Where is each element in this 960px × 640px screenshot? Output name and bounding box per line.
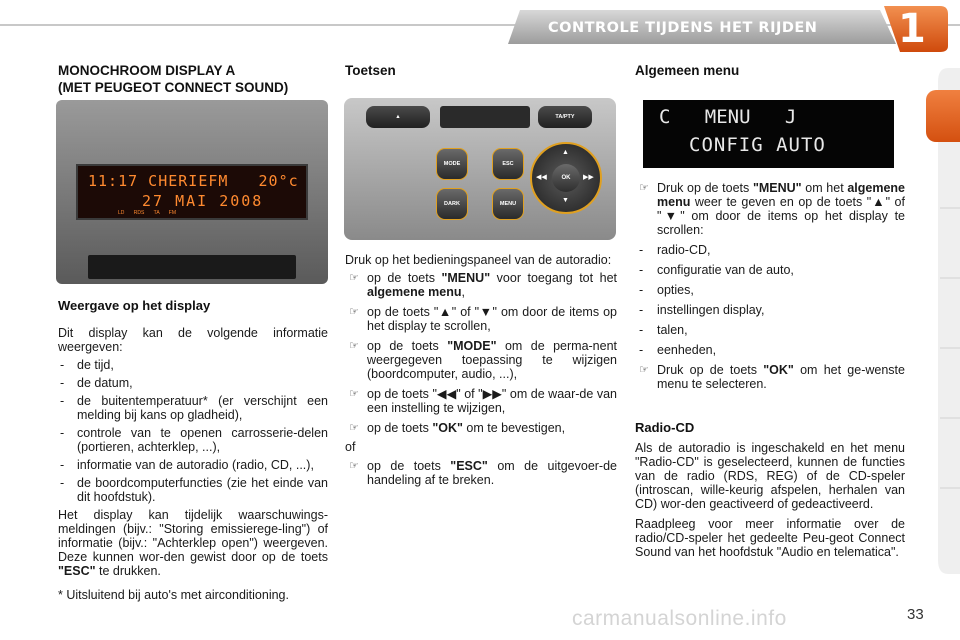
subheading-display: Weergave op het display bbox=[58, 298, 211, 313]
pointer-icon: ☞ bbox=[349, 422, 359, 434]
item-text: om de uitgevoer-de handeling af te breken. bbox=[367, 459, 617, 487]
pointer-icon: ☞ bbox=[349, 460, 359, 472]
item-text: om te bevestigen, bbox=[462, 421, 566, 435]
pointer-icon: ☞ bbox=[349, 306, 359, 318]
lcd-screen bbox=[76, 164, 308, 220]
menu-display-photo bbox=[643, 100, 894, 168]
ta-pty-button: TA/PTY bbox=[538, 106, 592, 128]
item-text: weer te geven en op de toets "▲" of "▼" om door de items op het display te scrollen: bbox=[657, 195, 905, 237]
item-text: op de toets bbox=[367, 339, 448, 353]
list-item bbox=[635, 363, 905, 391]
cd-slot bbox=[440, 106, 530, 128]
list-item: - opties, bbox=[635, 283, 905, 297]
item-text: op de toets "◀◀" of "▶▶" om de waar-de van een instelling te wijzigen, bbox=[367, 387, 617, 415]
list-item bbox=[635, 181, 905, 237]
up-arrow-icon: ▲ bbox=[562, 149, 569, 156]
list-item: - eenheden, bbox=[635, 343, 905, 357]
control-panel-photo bbox=[344, 98, 616, 240]
item-text: op de toets bbox=[367, 459, 451, 473]
note-text: Het display kan tijdelijk waarschuwings-meldingen (bijv.: "Storing emissierege-ling") of informatie (bijv.: "Achterklep open") weergeven. Deze kunnen wor-den gewist door op de toets bbox=[58, 508, 328, 564]
eject-button: ▲ bbox=[366, 106, 430, 128]
key-general-menu: algemene menu bbox=[657, 181, 905, 209]
intro-text: Druk op het bedieningspaneel van de autoradio: bbox=[345, 253, 612, 267]
key-menu: "MENU" bbox=[752, 181, 802, 195]
pointer-icon: ☞ bbox=[349, 388, 359, 400]
list-item: - de tijd, bbox=[58, 358, 328, 372]
pointer-icon: ☞ bbox=[639, 182, 649, 194]
list-item: - de datum, bbox=[58, 376, 328, 390]
list-item: - de buitentemperatuur* (er verschijnt een melding bij kans op gladheid), bbox=[58, 394, 328, 422]
heading-line: (MET PEUGEOT CONNECT SOUND) bbox=[58, 80, 289, 95]
list-item: - instellingen display, bbox=[635, 303, 905, 317]
page-header bbox=[0, 0, 960, 56]
list-item bbox=[345, 305, 617, 333]
cd-slot bbox=[88, 255, 296, 279]
menu-steps bbox=[635, 181, 905, 237]
list-item: - de boordcomputerfuncties (zie het einde van dit hoofdstuk). bbox=[58, 476, 328, 504]
column-general-menu bbox=[635, 62, 905, 79]
lcd-line-time-station: 11:17 CHERIEFM 20°c bbox=[88, 172, 299, 190]
menu-items-list bbox=[635, 243, 905, 357]
item-text: , bbox=[461, 285, 465, 299]
item-text: om het ge-wenste menu te selecteren. bbox=[657, 363, 905, 391]
key-mode: "MODE" bbox=[447, 339, 497, 353]
warning-note bbox=[58, 508, 328, 578]
list-item: - talen, bbox=[635, 323, 905, 337]
lcd-line-config: CONFIG AUTO bbox=[689, 134, 826, 156]
chapter-tabs bbox=[938, 68, 960, 574]
list-item: - configuratie van de auto, bbox=[635, 263, 905, 277]
buttons-instructions bbox=[345, 253, 617, 487]
dark-button: DARK bbox=[436, 188, 468, 220]
item-text: Druk op de toets bbox=[657, 363, 764, 377]
column-buttons bbox=[345, 62, 617, 79]
item-text: op de toets bbox=[367, 271, 442, 285]
esc-button: ESC bbox=[492, 148, 524, 180]
ok-button: OK bbox=[552, 164, 580, 192]
item-text: om het bbox=[801, 181, 848, 195]
radio-cd-reference: Raadpleeg voor meer informatie over de radio/CD-speler het gedeelte Peu-geot Connect Sound van het hoofdstuk "Audio en telematica". bbox=[635, 517, 905, 559]
list-item bbox=[345, 271, 617, 299]
list-item bbox=[345, 421, 617, 435]
section-heading-buttons: Toetsen bbox=[345, 63, 396, 78]
display-info-list bbox=[58, 358, 328, 504]
lcd-line-menu: C MENU J bbox=[659, 106, 797, 128]
list-item: - radio-CD, bbox=[635, 243, 905, 257]
item-text: Druk op de toets bbox=[657, 181, 753, 195]
key-ok: "OK" bbox=[432, 421, 463, 435]
list-item: - controle van te openen carrosserie-delen (portieren, achterklep, ...), bbox=[58, 426, 328, 454]
radio-cd-paragraph: Als de autoradio is ingeschakeld en het menu "Radio-CD" is geselecteerd, kunnen de functies van de radio (RDS, REG) of de CD-speler (introscan, wille-keurig afspelen, herhalen van CD) wor-den geactiveerd of gedeactiveerd. bbox=[635, 441, 905, 511]
footnote: * Uitsluitend bij auto's met airconditioning. bbox=[58, 588, 289, 602]
intro-text: Dit display kan de volgende informatie weergeven: bbox=[58, 326, 328, 354]
pointer-icon: ☞ bbox=[639, 364, 649, 376]
column-display bbox=[58, 62, 328, 96]
subheading-radio-cd: Radio-CD bbox=[635, 420, 695, 435]
menu-steps-ok bbox=[635, 363, 905, 391]
active-chapter-tab[interactable] bbox=[926, 90, 960, 142]
key-menu: "MENU" bbox=[441, 271, 491, 285]
lcd-indicators: LD RDS TA FM bbox=[118, 210, 176, 216]
item-text: om de perma-nent weergegeven toepassing te wijzigen (boordcomputer, audio, ...), bbox=[367, 339, 618, 381]
heading-line: MONOCHROOM DISPLAY A bbox=[58, 63, 236, 78]
forward-icon: ▶▶ bbox=[583, 174, 594, 181]
mode-button: MODE bbox=[436, 148, 468, 180]
item-text: op de toets bbox=[367, 421, 433, 435]
monochrome-display-photo bbox=[56, 100, 328, 284]
list-item: - informatie van de autoradio (radio, CD, ...), bbox=[58, 458, 328, 472]
or-text: of bbox=[345, 440, 356, 454]
item-text: voor toegang tot het bbox=[490, 271, 617, 285]
list-item bbox=[345, 387, 617, 415]
section-heading-menu: Algemeen menu bbox=[635, 63, 740, 78]
lcd-line-date: 27 MAI 2008 bbox=[142, 192, 264, 210]
key-ok: "OK" bbox=[763, 363, 794, 377]
menu-instructions bbox=[635, 175, 905, 559]
pointer-icon: ☞ bbox=[349, 340, 359, 352]
key-esc: "ESC" bbox=[58, 564, 96, 578]
list-item bbox=[345, 339, 617, 381]
note-text: te drukken. bbox=[95, 564, 161, 578]
button-list bbox=[345, 271, 617, 435]
section-heading-display bbox=[58, 62, 328, 96]
key-esc: "ESC" bbox=[450, 459, 488, 473]
key-general-menu: algemene menu bbox=[367, 285, 462, 299]
list-item bbox=[345, 459, 617, 487]
button-list-esc bbox=[345, 459, 617, 487]
watermark: carmanualsonline.info bbox=[572, 607, 787, 630]
item-text: op de toets "▲" of "▼" om door de items op het display te scrollen, bbox=[367, 305, 617, 333]
display-info-section bbox=[58, 299, 328, 602]
pointer-icon: ☞ bbox=[349, 272, 359, 284]
down-arrow-icon: ▼ bbox=[562, 197, 569, 204]
page-number: 33 bbox=[907, 606, 924, 623]
chapter-number: 1 bbox=[898, 6, 926, 52]
rewind-icon: ◀◀ bbox=[536, 174, 547, 181]
menu-button: MENU bbox=[492, 188, 524, 220]
chapter-title: CONTROLE TIJDENS HET RIJDEN bbox=[548, 20, 818, 36]
